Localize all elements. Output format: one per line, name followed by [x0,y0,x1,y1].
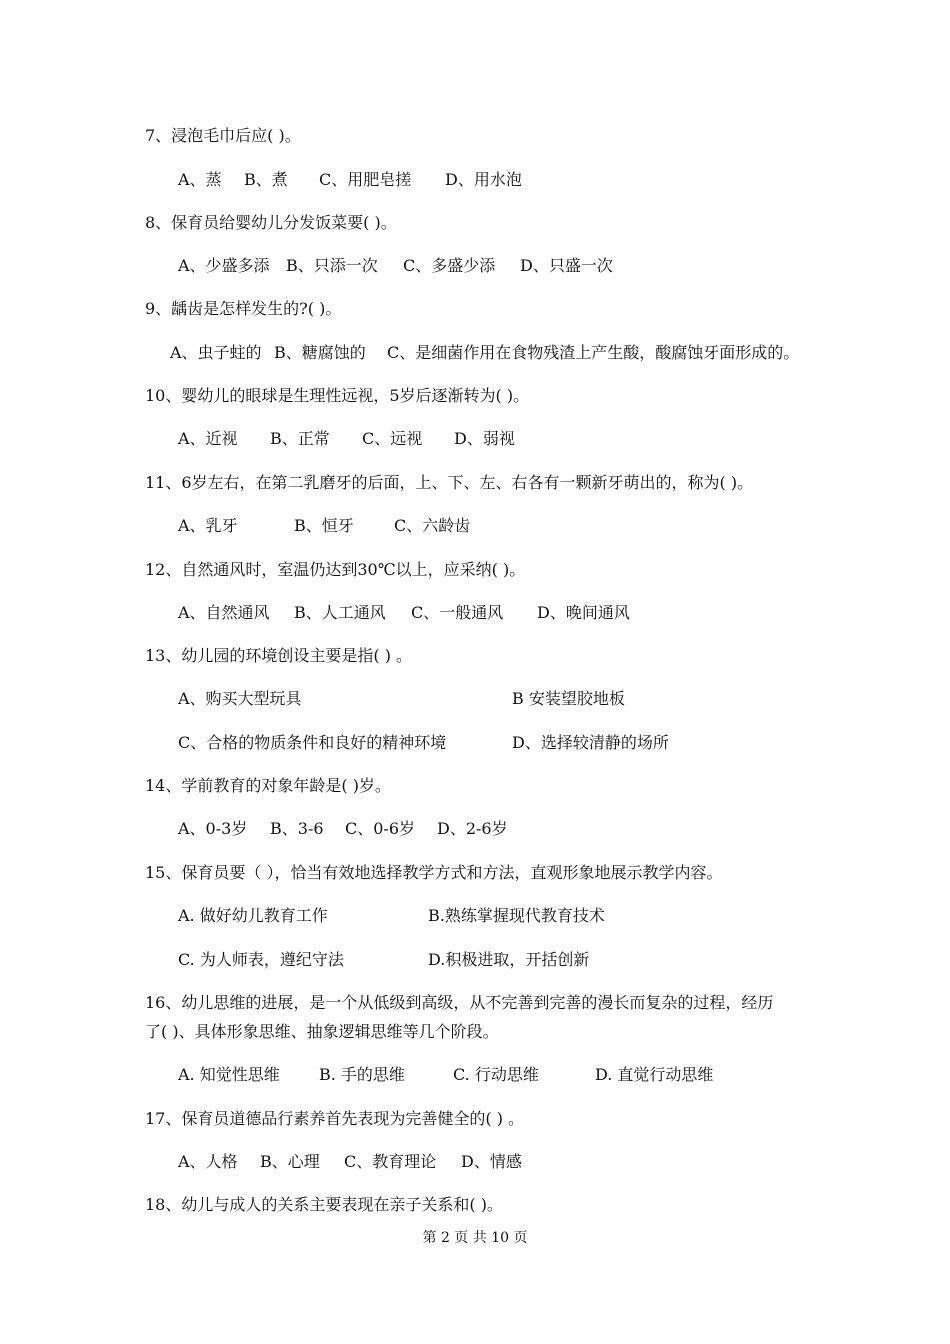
question-9: 9、龋齿是怎样发生的?( )。 [145,299,342,318]
question-14-options [178,818,508,840]
question-8-options [178,255,613,277]
option-c: C、0-6岁 [345,819,416,838]
question-16-line-1: 16、幼儿思维的进展，是一个从低级到高级，从不完善到完善的漫长而复杂的过程，经历 [145,993,774,1012]
question-17-options [178,1151,522,1173]
question-15-option-d: D.积极进取，开括创新 [428,950,590,969]
option-b: B. 手的思维 [319,1065,405,1084]
option-c: C、是细菌作用在食物残渣上产生酸，酸腐蚀牙面形成的。 [387,343,800,362]
option-a: A、自然通风 [178,603,270,622]
option-d: D、晚间通风 [537,603,630,622]
question-16-options [178,1064,713,1086]
option-b: B、3-6 [270,819,324,838]
option-a: A、近视 [178,429,238,448]
question-13-option-b: B 安装望胶地板 [512,689,625,708]
option-c: C、用肥皂搓 [319,170,412,189]
question-8: 8、保育员给婴幼儿分发饭菜要( )。 [145,213,397,232]
option-a: A、人格 [178,1152,238,1171]
question-11: 11、6岁左右，在第二乳磨牙的后面，上、下、左、右各有一颗新牙萌出的，称为( )。 [145,473,754,492]
option-a: A. 知觉性思维 [178,1065,280,1084]
question-14: 14、学前教育的对象年龄是( )岁。 [145,776,391,795]
question-16-line-2: 了( )、具体形象思维、抽象逻辑思维等几个阶段。 [145,1022,499,1041]
question-12-options [178,602,630,624]
question-10: 10、婴幼儿的眼球是生理性远视，5岁后逐渐转为( )。 [145,386,530,405]
option-b: B、恒牙 [294,516,354,535]
question-11-options [178,515,470,537]
question-15-option-a: A. 做好幼儿教育工作 [178,906,328,925]
option-a: A、蒸 [178,170,222,189]
question-18: 18、幼儿与成人的关系主要表现在亲子关系和( )。 [145,1195,503,1214]
option-d: D. 直觉行动思维 [595,1065,714,1084]
option-d: D、弱视 [454,429,515,448]
question-7: 7、浸泡毛巾后应( )。 [145,126,301,145]
option-c: C、多盛少添 [403,256,496,275]
option-a: A、少盛多添 [178,256,270,275]
question-13-option-a: A、购买大型玩具 [178,689,302,708]
question-13-option-c: C、合格的物质条件和良好的精神环境 [178,733,447,752]
option-a: A、乳牙 [178,516,238,535]
option-b: B、只添一次 [286,256,378,275]
question-13: 13、幼儿园的环境创设主要是指( ) 。 [145,646,413,665]
question-17: 17、保育员道德品行素养首先表现为完善健全的( ) 。 [145,1109,525,1128]
option-b: B、心理 [260,1152,320,1171]
question-7-options [178,169,522,191]
option-b: B、糖腐蚀的 [274,343,366,362]
question-15-option-b: B.熟练掌握现代教育技术 [428,906,605,925]
page-footer: 第 2 页 共 10 页 [422,1230,528,1246]
option-d: D、情感 [461,1152,522,1171]
option-a: A、0-3岁 [178,819,248,838]
option-c: C、六龄齿 [394,516,471,535]
question-15-option-c: C. 为人师表，遵纪守法 [178,950,344,969]
option-d: D、用水泡 [445,170,522,189]
option-b: B、煮 [244,170,288,189]
question-15: 15、保育员要（ ），恰当有效地选择教学方式和方法，直观形象地展示教学内容。 [145,863,723,882]
option-b: B、正常 [270,429,330,448]
option-d: D、2-6岁 [437,819,508,838]
option-c: C. 行动思维 [453,1065,539,1084]
option-c: C、一般通风 [411,603,504,622]
question-12: 12、自然通风时，室温仍达到30℃以上，应采纳( )。 [145,560,526,579]
question-9-options [170,342,799,364]
option-c: C、教育理论 [344,1152,437,1171]
option-b: B、人工通风 [294,603,386,622]
question-13-option-d: D、选择较清静的场所 [512,733,669,752]
option-a: A、虫子蛀的 [170,343,262,362]
question-10-options [178,428,515,450]
option-d: D、只盛一次 [520,256,613,275]
option-c: C、远视 [362,429,423,448]
